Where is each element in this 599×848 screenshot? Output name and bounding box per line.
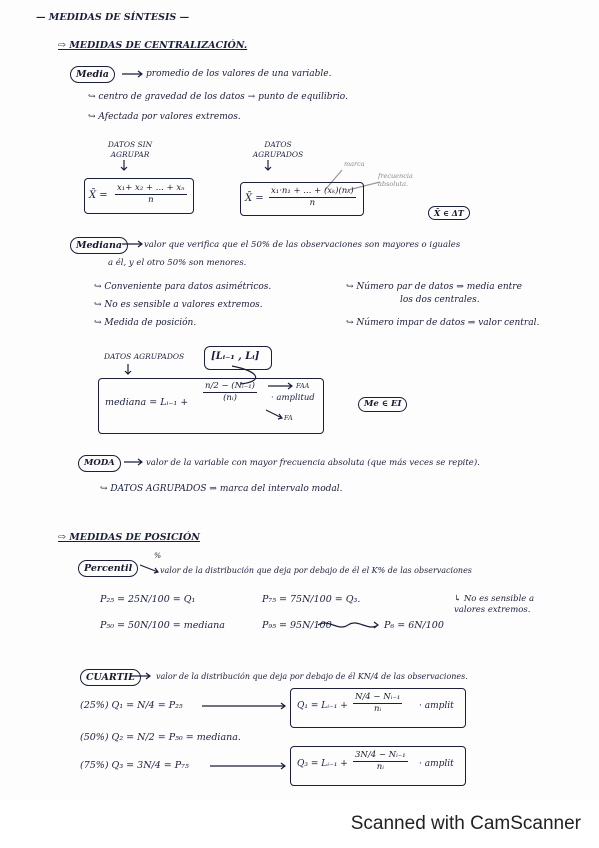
formula-numerator: 3N/4 − Nᵢ₋₁ [355,750,406,760]
scanner-footer [0,800,599,848]
media-formula-agrupados [240,182,364,216]
formula-lhs: Q₁ = Lᵢ₋₁ + [297,701,348,711]
moda-definition: valor de la variable con mayor frecuencia absoluta (que más veces se repite). [146,458,480,468]
section-heading-centralizacion: ⇨ MEDIDAS DE CENTRALIZACIÓN. [58,40,248,51]
formula-lhs: mediana = Lᵢ₋₁ + [105,397,189,408]
mediana-rule-par: ↪ Número par de datos ⇒ media entre [346,282,522,292]
mediana-point-3: ↪ Medida de posición. [94,318,197,328]
formula-numerator: n/2 − (Nᵢ₋₁) [205,381,255,391]
mediana-datos-agrupados-label: DATOS AGRUPADOS [104,352,185,361]
percentil-formula-p75: P₇₅ = 75N/100 = Q₃. [262,594,361,605]
formula-fraction [269,186,356,209]
mediana-definition-cont: a él, y el otro 50% son menores. [108,258,247,268]
page-title: — MEDIDAS DE SÍNTESIS — [36,12,190,23]
formula-numerator: x₁·n₁ + ... + (xₖ)(nₖ) [271,186,354,196]
marca-annotation: marca [344,160,365,168]
formula-tail: · amplitud [271,393,315,403]
cuartil-tag: CUARTIL [80,669,141,686]
percentil-formula-p25: P₂₅ = 25N/100 = Q₁ [100,594,196,605]
media-point-2: ↪ Afectada por valores extremos. [88,112,241,122]
formula-lhs: X̄ = [245,193,264,204]
datos-agrupados-label: DATOS AGRUPADOS [252,140,304,159]
formula-denominator: nᵢ [376,762,384,772]
section-heading-posicion: ⇨ MEDIDAS DE POSICIÓN [58,532,200,543]
datos-sin-agrupar-label: DATOS SIN AGRUPAR [107,140,153,159]
percentil-formula-p95: P₉₅ = 95N/100 [262,620,332,631]
frecuencia-annotation: frecuencia absoluta. [378,172,413,188]
moda-tag: MODA [78,455,121,472]
interval-label: [Lᵢ₋₁ , Lᵢ] [211,351,260,362]
media-point-1: ↪ centro de gravedad de los datos → punto de equilibrio. [88,92,348,102]
percentil-note: ↳ No es sensible a valores extremos. [454,594,535,615]
cuartil-q1: (25%) Q₁ = N/4 = P₂₅ [80,700,183,711]
mediana-rule-impar: ↪ Número impar de datos ⇒ valor central. [346,318,540,328]
media-tag: Media [70,66,115,83]
media-definition: promedio de los valores de una variable. [146,69,332,79]
scanner-watermark: Scanned with CamScanner [350,813,581,834]
media-formula-sin-agrupar [84,178,194,214]
q1-formula-box [290,688,466,728]
formula-denominator: n [148,195,154,205]
cuartil-definition: valor de la distribución que deja por debajo de él KN/4 de las observaciones. [156,672,468,681]
formula-fraction [353,750,408,773]
mediana-formula-box [98,378,324,434]
mediana-point-2: ↪ No es sensible a valores extremos. [94,300,263,310]
formula-tail: · amplit [419,701,454,711]
percentil-definition: valor de la distribución que deja por debajo de él el K% de las observaciones [160,566,472,575]
percentil-formula-p6: P₆ = 6N/100 [384,620,444,631]
formula-numerator: N/4 − Nᵢ₋₁ [355,692,401,702]
formula-denominator: nᵢ [374,704,382,714]
formula-denominator: n [309,198,316,208]
formula-fraction [353,692,402,715]
q3-formula-box [290,746,466,786]
formula-fraction [115,183,187,206]
formula-denominator: (nᵢ) [223,393,237,403]
formula-fraction [203,381,257,404]
formula-tail: · amplit [419,759,454,769]
faa-label: FAA [296,382,310,390]
percent-sign: % [154,551,162,560]
cuartil-q3: (75%) Q₃ = 3N/4 = P₇₅ [80,760,189,771]
cuartil-q2: (50%) Q₂ = N/2 = P₅₀ = mediana. [80,732,241,743]
interval-box [204,346,272,370]
mediana-rule-par-cont: los dos centrales. [400,295,480,305]
percentil-formula-p50: P₅₀ = 50N/100 = mediana [100,620,225,631]
formula-numerator: x₁+ x₂ + ... + xₙ [117,183,185,193]
formula-lhs: X̄ = [89,190,108,201]
fa-label: FA [284,414,293,422]
formula-lhs: Q₃ = Lᵢ₋₁ + [297,759,348,769]
percentil-tag: Percentil [78,560,138,577]
mediana-definition: valor que verifica que el 50% de las observaciones son mayores o iguales [144,240,461,250]
media-badge: X̄ ∈ ΔT [428,206,470,220]
mediana-tag: Mediana [70,237,128,254]
moda-point-1: ↪ DATOS AGRUPADOS ⇒ marca del intervalo modal. [100,484,343,494]
mediana-badge: Me ∈ EI [358,397,407,412]
mediana-point-1: ↪ Conveniente para datos asimétricos. [94,282,272,292]
